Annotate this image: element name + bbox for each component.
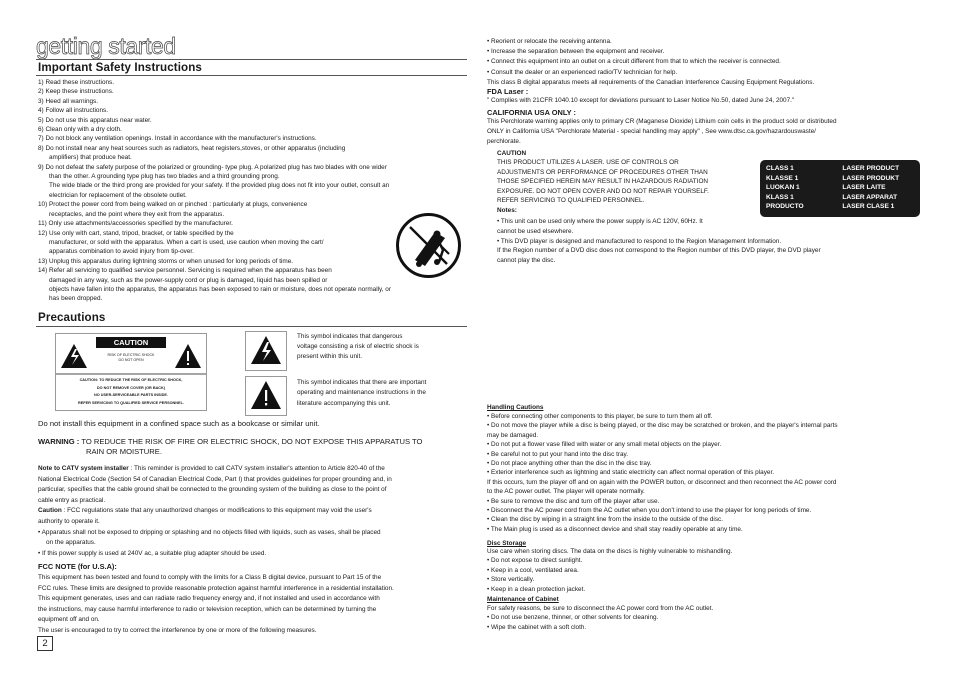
safety-line-3: 3) Heed all warnings.: [38, 97, 99, 105]
note-line-2: cannot be used elsewhere.: [497, 227, 574, 235]
title-rule: [36, 59, 467, 60]
fcc-line-2: FCC rules. These limits are designed to provide reasonable protection against harmful interference in a residential installation.: [38, 584, 394, 592]
catv-label: Note to CATV system installer: [38, 465, 129, 472]
disc-line-3: • Keep in a cool, ventilated area.: [487, 566, 579, 574]
caution-line-4: REFER SERVICING TO QUALIFIED SERVICE PERSONNEL.: [78, 400, 184, 405]
laser-class-row: [760, 202, 920, 212]
fda-text: " Complies with 21CFR 1040.10 except for deviations pursuant to Laser Notice No.50, dated June 24, 2007.": [487, 97, 795, 104]
caution-line-2: DO NOT REMOVE COVER (OR BACK): [96, 385, 166, 390]
cabinet-line-1: For safety reasons, be sure to disconnect the AC power cord from the AC outlet.: [487, 605, 714, 612]
handling-line-2: • Do not move the player while a disc is being played, or the disc may be scratched or broken, and the player's internal parts: [487, 422, 838, 430]
symbol1-line-2: voltage consisting a risk of electric shock is: [297, 342, 419, 350]
safety-line-8: 8) Do not install near any heat sources such as radiators, heat registers,stoves, or other apparatus (including: [38, 144, 346, 152]
handling-line-4: • Do not put a flower vase filled with water or any small metal objects on the player.: [487, 441, 722, 449]
handling-line-5: • Be careful not to put your hand into the disc tray.: [487, 450, 629, 458]
catv-line-2: National Electrical Code (Section 54 of Canadian Electrical Code, Part I) that provides guidelines for proper grounding and, in: [38, 475, 392, 483]
note-line-5: cannot play the disc.: [497, 257, 556, 265]
safety-line-10: 9) Do not defeat the safety purpose of the polarized or grounding- type plug. A polarized plug has two blades with one wider: [38, 163, 387, 171]
handling-line-10: • Be sure to remove the disc and turn off the player after use.: [487, 497, 660, 505]
laser-caution-text: [497, 158, 757, 206]
symbol1-line-3: present within this unit.: [297, 352, 363, 360]
cabinet-line-2: • Do not use benzene, thinner, or other solvents for cleaning.: [487, 614, 659, 622]
safety-line-15: receptacles, and the point where they exit from the apparatus.: [49, 210, 225, 218]
laser-product-cell: LASER LAITE: [842, 184, 886, 192]
safety-line-18: manufacturer, or sold with the apparatus. When a cart is used, use caution when moving the cart/: [49, 238, 324, 246]
notes-heading: Notes:: [497, 207, 517, 214]
section-title: getting started: [36, 33, 176, 59]
symbol1-line-1: This symbol indicates that dangerous: [297, 333, 403, 340]
caution-label-box: [55, 333, 207, 411]
caution-small-1: RISK OF ELECTRIC SHOCK: [107, 353, 155, 357]
cabinet-heading: Maintenance of Cabinet: [487, 596, 559, 603]
laser-product-cell: LASER APPARAT: [842, 193, 898, 201]
exclamation-warning-icon: [246, 377, 286, 415]
bullet-1-cont: on the apparatus.: [46, 539, 96, 547]
exclamation-symbol-box: [245, 376, 287, 416]
handling-line-3: may be damaged.: [487, 431, 539, 439]
symbol2-line-3: literature accompanying this unit.: [297, 399, 391, 407]
handling-line-6: • Do not place anything other than the disc in the disc tray.: [487, 460, 652, 468]
california-text: [487, 117, 927, 146]
interference-line-4: • Consult the dealer or an experienced radio/TV technician for help.: [487, 68, 678, 76]
disc-line-2: • Do not expose to direct sunlight.: [487, 557, 583, 565]
california-line-1: This Perchlorate warning applies only to primary CR (Maganese Dioxide) Lithium coin cells in the product sold or distributed: [487, 118, 837, 125]
laser-class-cell: CLASS 1: [766, 165, 794, 172]
fcc-line-3: This equipment generates, uses and can radiate radio frequency energy and, if not installed and used in accordance with: [38, 595, 380, 603]
interference-line-2: • Increase the separation between the equipment and receiver.: [487, 48, 665, 56]
safety-line-21: 14) Refer all servicing to qualified service personnel. Servicing is required when the apparatus has been: [38, 267, 332, 275]
page-number: 2: [37, 636, 53, 651]
fcc-text: [38, 573, 468, 637]
california-line-3: perchlorate.: [487, 137, 521, 145]
laser-product-cell: LASER CLASE 1: [842, 203, 895, 211]
laser-class-row: [760, 183, 920, 193]
laser-class-row: [760, 193, 920, 203]
handling-line-8: If this occurs, turn the player off and on again with the POWER button, or disconnect and then reconnect the AC power cord: [487, 478, 837, 486]
laser-product-cell: LASER PRODUKT: [842, 174, 900, 182]
laser-class-label: [760, 160, 920, 217]
laser-notes: [497, 217, 927, 266]
safety-line-4: 4) Follow all instructions.: [38, 107, 108, 115]
symbol2-line-1: This symbol indicates that there are important: [297, 379, 427, 386]
cart-warning-icon: [395, 212, 462, 279]
safety-line-9: amplifiers) that produce heat.: [49, 154, 132, 162]
fda-heading: FDA Laser :: [487, 87, 529, 96]
fcc-line-1: This equipment has been tested and found to comply with the limits for a Class B digital device, pursuant to Part 15 of the: [38, 574, 382, 581]
warning-text-2: RAIN OR MOISTURE.: [86, 447, 162, 457]
laser-line-3: THOSE SPECIFIED HEREIN MAY RESULT IN HAZARDOUS RADIATION: [497, 178, 709, 186]
fcc-line-5: equipment off and on.: [38, 616, 100, 624]
interference-measures: [487, 37, 927, 88]
safety-line-22: damaged in any way, such as the power-supply cord or plug is damaged, liquid has been spilled or: [49, 276, 328, 284]
handling-heading: Handling Cautions: [487, 404, 544, 411]
precautions-heading: Precautions: [38, 311, 106, 324]
caution-line-1: CAUTION: TO REDUCE THE RISK OF ELECTRIC SHOCK,: [79, 378, 183, 382]
laser-class-cell: LUOKAN 1: [766, 184, 800, 192]
warning-label: WARNING :: [38, 437, 80, 446]
laser-product-cell: LASER PRODUCT: [842, 165, 900, 172]
laser-class-cell: KLASS 1: [766, 193, 794, 201]
handling-line-9: to the AC power outlet. The player will operate normally.: [487, 488, 645, 496]
safety-line-1: 1) Read these instructions.: [38, 79, 115, 86]
laser-class-cell: KLASSE 1: [766, 174, 799, 182]
interference-line-1: • Reorient or relocate the receiving antenna.: [487, 38, 612, 45]
laser-class-cell: PRODUCTO: [766, 203, 804, 211]
catv-block: [38, 464, 468, 559]
handling-line-1: • Before connecting other components to this player, be sure to turn them all off.: [487, 413, 713, 420]
bullet-1: • Apparatus shall not be exposed to dripping or splashing and no objects filled with liquids, such as vases, shall be placed: [38, 528, 381, 536]
disc-line-5: • Keep in a clean protection jacket.: [487, 585, 586, 593]
handling-line-11: • Disconnect the AC power cord from the AC outlet when you don't intend to use the player for long periods of time.: [487, 507, 812, 515]
safety-line-24: has been dropped.: [49, 295, 103, 303]
handling-list: [487, 412, 927, 534]
laser-class-row: [760, 164, 920, 174]
caution-label: CAUTION: [113, 338, 149, 347]
safety-line-20: 13) Unplug this apparatus during lightning storms or when unused for long periods of time.: [38, 257, 294, 265]
disc-line-1: Use care when storing discs. The data on the discs is highly vulnerable to mishandling.: [487, 548, 733, 555]
safety-line-12: The wide blade or the third prong are provided for your safety. If the provided plug does not fit into your outlet, consult an: [49, 182, 390, 190]
laser-caution-heading: CAUTION: [497, 150, 527, 157]
safety-line-11: than the other. A grounding type plug has two blades and a third grounding prong.: [49, 173, 280, 181]
catv-line-4: cable entry as practical.: [38, 496, 106, 504]
safety-line-5: 5) Do not use this apparatus near water.: [38, 116, 152, 124]
cabinet-line-3: • Wipe the cabinet with a soft cloth.: [487, 623, 587, 631]
laser-class-row: [760, 174, 920, 184]
disc-storage-list: [487, 547, 927, 594]
warning-text: TO REDUCE THE RISK OF FIRE OR ELECTRIC SHOCK, DO NOT EXPOSE THIS APPARATUS TO: [79, 437, 423, 446]
symbol2-line-2: operating and maintenance instructions in the: [297, 389, 426, 397]
caution2-line-1: : FCC regulations state that any unauthorized changes or modifications to this equipment may void the user's: [61, 507, 372, 515]
safety-line-6: 6) Clean only with a dry cloth.: [38, 126, 122, 134]
handling-line-7: • Exterior interference such as lightning and static electricity can affect normal operation of this player.: [487, 469, 775, 477]
fcc-heading: FCC NOTE (for U.S.A):: [38, 562, 117, 571]
laser-line-4: EXPOSURE. DO NOT OPEN COVER AND DO NOT REPAIR YOURSELF.: [497, 187, 709, 195]
laser-line-1: THIS PRODUCT UTILIZES A LASER. USE OF CONTROLS OR: [497, 159, 679, 166]
disc-storage-heading: Disc Storage: [487, 540, 527, 547]
interference-line-5: This class B digital apparatus meets all requirements of the Canadian Interference Causing Equipment Regulations.: [487, 78, 815, 86]
bullet-2: • If this power supply is used at 240V ac, a suitable plug adapter should be used.: [38, 549, 267, 557]
laser-line-5: REFER SERVICING TO QUALIFIED PERSONNEL.: [497, 197, 645, 205]
safety-line-17: 12) Use only with cart, stand, tripod, bracket, or table specified by the: [38, 229, 234, 237]
note-line-3: • This DVD player is designed and manufactured to respond to the Region Management Information.: [497, 237, 782, 245]
laser-line-2: ADJUSTMENTS OR PERFORMANCE OF PROCEDURES OTHER THAN: [497, 168, 708, 176]
precautions-rule: [36, 326, 467, 327]
disc-line-4: • Store vertically.: [487, 576, 535, 584]
warning-block: [38, 437, 468, 458]
caution2-line-2: authority to operate it.: [38, 517, 100, 525]
interference-line-3: • Connect this equipment into an outlet on a circuit different from that to which the receiver is connected.: [487, 58, 781, 66]
handling-line-13: • The Main plug is used as a disconnect device and shall stay readily operable at any time.: [487, 525, 743, 533]
handling-line-12: • Clean the disc by wiping in a straight line from the inside to the outside of the disc.: [487, 516, 723, 524]
fcc-line-6: The user is encouraged to try to correct the interference by one or more of the following measures.: [38, 626, 317, 634]
lightning-symbol-box: [245, 331, 287, 371]
safety-line-19: apparatus combination to avoid injury from tip-over.: [49, 248, 194, 256]
cabinet-list: [487, 604, 927, 632]
safety-line-16: 11) Only use attachments/accessories specified by the manufacturer.: [38, 220, 233, 228]
caution-line-3: NO USER-SERVICEABLE PARTS INSIDE.: [94, 393, 168, 398]
confined-space-note: Do not install this equipment in a confined space such as a bookcase or similar unit.: [38, 419, 320, 428]
caution-small-2: DO NOT OPEN: [118, 358, 144, 362]
safety-line-2: 2) Keep these instructions.: [38, 88, 114, 96]
caution2-label: Caution: [38, 507, 62, 515]
safety-rule: [36, 75, 467, 76]
lightning-warning-icon: [246, 332, 286, 370]
california-heading: CALIFORNIA USA ONLY :: [487, 108, 576, 117]
safety-line-13: electrician for replacement of the obsolete outlet.: [49, 191, 187, 199]
safety-line-23: objects have fallen into the apparatus, the apparatus has been exposed to rain or moisture, does not operate normally, or: [49, 285, 391, 293]
fcc-line-4: the instructions, may cause harmful interference to radio or television reception, which can be determined by turning the: [38, 605, 377, 613]
safety-line-7: 7) Do not block any ventilation openings. Install in accordance with the manufacturer's instructions.: [38, 135, 317, 143]
note-line-4: If the Region number of a DVD disc does not correspond to the Region number of this DVD player, the DVD player: [497, 247, 821, 255]
california-line-2: ONLY in California USA "Perchlorate Material - special handling may apply" , See www.dtsc.ca.gov/hazardouswaste/: [487, 127, 816, 135]
safety-heading: Important Safety Instructions: [38, 61, 202, 74]
catv-line-1: : This reminder is provided to call CATV system installer's attention to Article 820-40 of the: [128, 465, 385, 472]
note-line-1: • This unit can be used only where the power supply is AC 120V, 60Hz. It: [497, 218, 703, 225]
catv-line-3: particular, specifies that the cable ground shall be connected to the grounding system of the building as close to the point of: [38, 486, 387, 494]
safety-line-14: 10) Protect the power cord from being walked on or pinched : particularly at plugs, convenience: [38, 201, 308, 209]
